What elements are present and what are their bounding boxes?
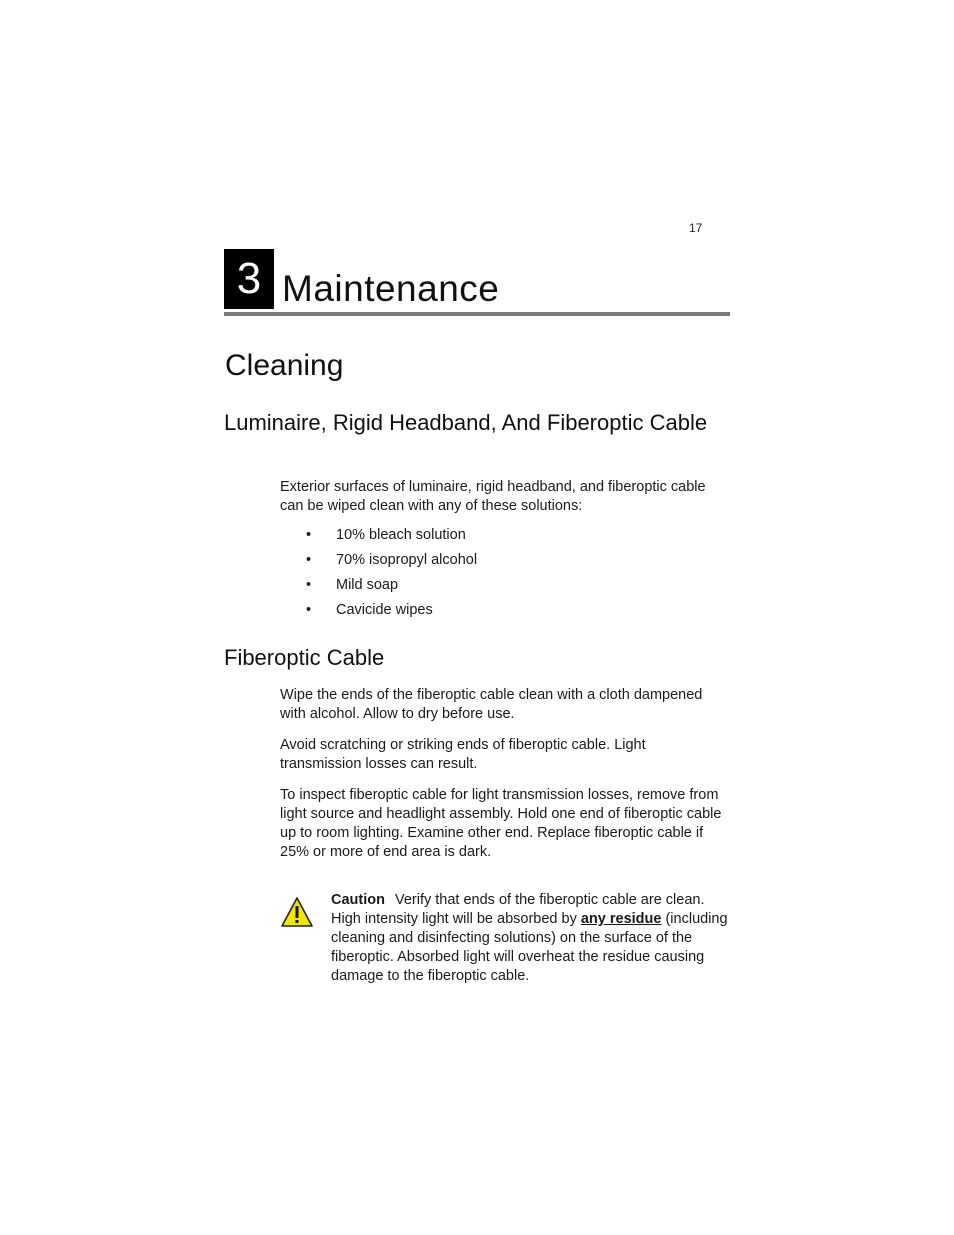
chapter-header bbox=[224, 249, 730, 317]
chapter-title: Maintenance bbox=[282, 268, 500, 309]
list-item-text: 10% bleach solution bbox=[336, 527, 466, 543]
luminaire-intro-paragraph: Exterior surfaces of luminaire, rigid headband, and fiberoptic cable can be wiped clean with any of these solutions: bbox=[280, 479, 706, 514]
chapter-number: 3 bbox=[224, 249, 274, 309]
list-item-text: 70% isopropyl alcohol bbox=[336, 552, 478, 568]
bullet: • bbox=[306, 527, 312, 543]
fiberoptic-paragraph-3: To inspect fiberoptic cable for light transmission losses, remove from light source and headlight assembly. Hold one end of fiberoptic cable up to room lighting. Examine other end. Replace fiberoptic cable if 25% or more of end area is dark. bbox=[280, 787, 722, 860]
caution-text-before: Verify that ends of the fiberoptic cable are clean. High intensity light will be absorbed by bbox=[331, 892, 705, 927]
list-item-text: Mild soap bbox=[336, 577, 399, 593]
caution-label: Caution bbox=[331, 892, 385, 908]
fiberoptic-paragraph-1: Wipe the ends of the fiberoptic cable clean with a cloth dampened with alcohol. Allow to dry before use. bbox=[280, 687, 703, 722]
caution-text bbox=[331, 891, 731, 986]
section-title: Cleaning bbox=[225, 349, 344, 382]
warning-triangle-icon bbox=[280, 896, 314, 928]
caution-text-after: (including cleaning and disinfecting solutions) on the surface of the fiberoptic. Absorbed light will overheat the residue causing damage to the fiberoptic cable. bbox=[331, 911, 728, 984]
subsection-title-luminaire: Luminaire, Rigid Headband, And Fiberoptic Cable bbox=[224, 410, 708, 435]
bullet: • bbox=[306, 552, 312, 568]
fiberoptic-paragraph-2: Avoid scratching or striking ends of fiberoptic cable. Light transmission losses can result. bbox=[280, 737, 646, 772]
caution-emphasis: any residue bbox=[580, 911, 662, 927]
bullet: • bbox=[306, 577, 312, 593]
subsection-title-fiberoptic: Fiberoptic Cable bbox=[224, 645, 385, 670]
chapter-rule bbox=[224, 312, 730, 316]
list-item-text: Cavicide wipes bbox=[336, 602, 433, 618]
bullet: • bbox=[306, 602, 312, 618]
page-number: 17 bbox=[689, 221, 703, 235]
